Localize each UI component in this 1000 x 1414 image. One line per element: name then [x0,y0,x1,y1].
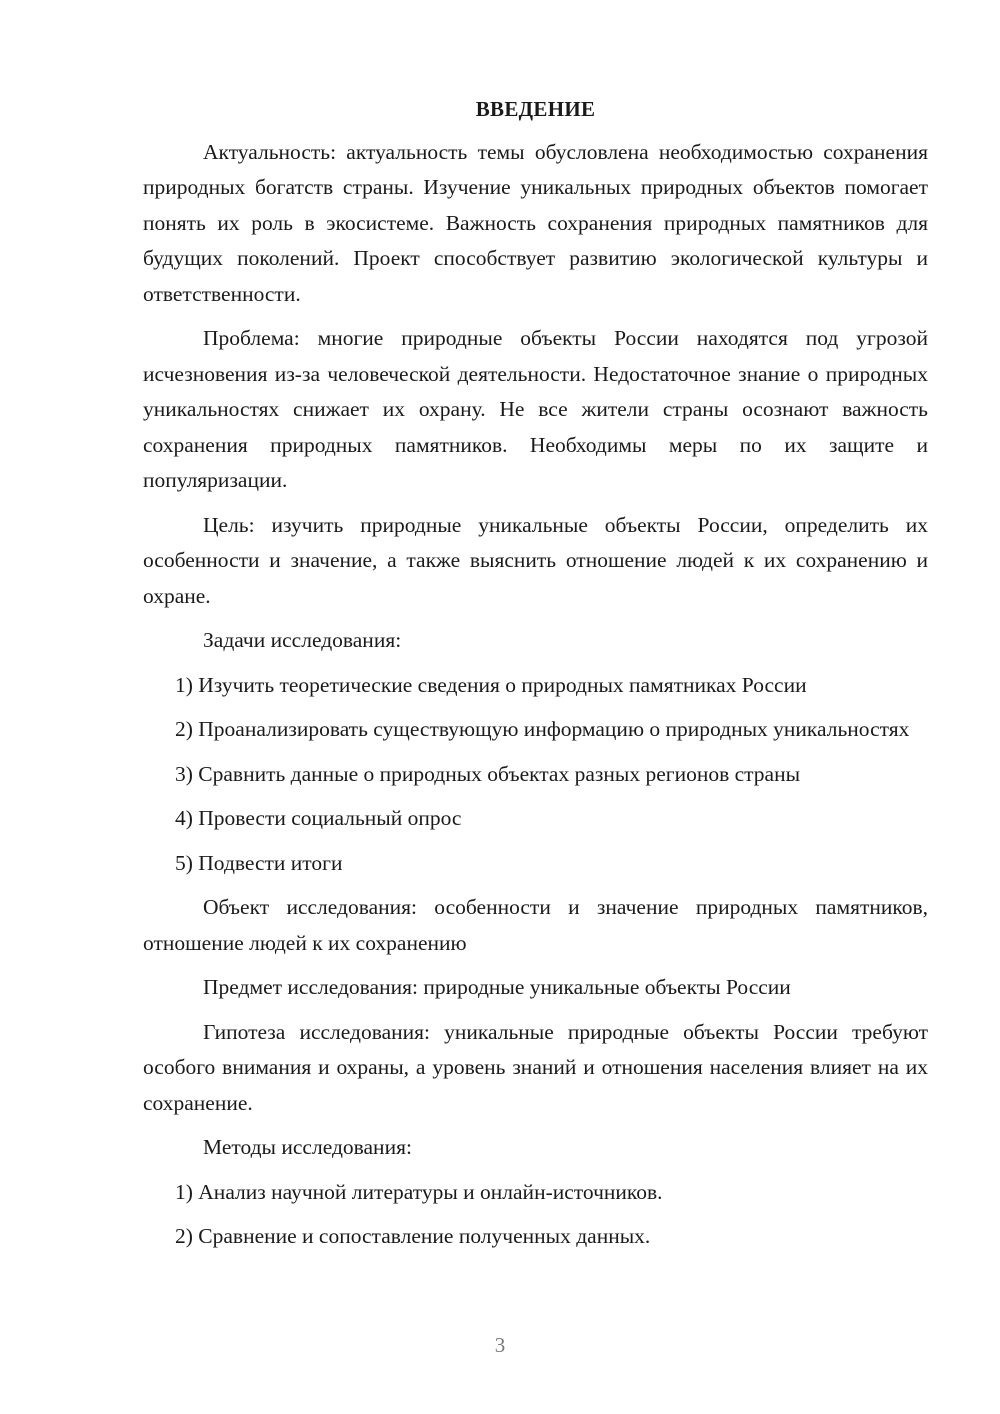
methods-heading: Методы исследования: [203,1135,412,1159]
task-item-3: 3) Сравнить данные о природных объектах разных регионов страны [175,761,801,786]
task-item-5: 5) Подвести итоги [175,850,343,875]
goal-paragraph: Цель: изучить природные уникальные объекты России, определить их особенности и значение, а также выяснить отношение людей к их сохранению и охране. [143,512,928,608]
page-number: 3 [494,1333,506,1357]
method-item-2: 2) Сравнение и сопоставление полученных данных. [175,1224,651,1248]
hypothesis-paragraph: Гипотеза исследования: уникальные природные объекты России требуют особого внимания и охраны, а уровень знаний и отношения населения влияет на их сохранение. [143,1019,928,1115]
relevance-paragraph: Актуальность: актуальность темы обусловлена необходимостью сохранения природных богатств страны. Изучение уникальных природных объектов помогает понять их роль в экосистеме. Важность сохранения природных памятников для будущих поколений. Проект способствует развитию экологической культуры и ответственности. [143,139,928,306]
document-page [143,92,928,1264]
task-item-4: 4) Провести социальный опрос [175,806,462,830]
subject-paragraph: Предмет исследования: природные уникальные объекты России [203,975,791,999]
object-paragraph: Объект исследования: особенности и значение природных памятников, отношение людей к их сохранению [143,895,928,955]
task-item-2: 2) Проанализировать существующую информацию о природных уникальностях [175,717,910,741]
problem-paragraph: Проблема: многие природные объекты России находятся под угрозой исчезновения из-за человеческой деятельности. Недостаточное знание о природных уникальностях снижает их охрану. Не все жители страны осознают важность сохранения природных памятников. Необходимы меры по их защите и популяризации. [143,326,928,492]
method-item-1: 1) Анализ научной литературы и онлайн-источников. [175,1179,663,1204]
task-item-1: 1) Изучить теоретические сведения о природных памятниках России [175,672,807,697]
tasks-heading: Задачи исследования: [203,628,402,652]
section-title: ВВЕДЕНИЕ [475,97,596,121]
